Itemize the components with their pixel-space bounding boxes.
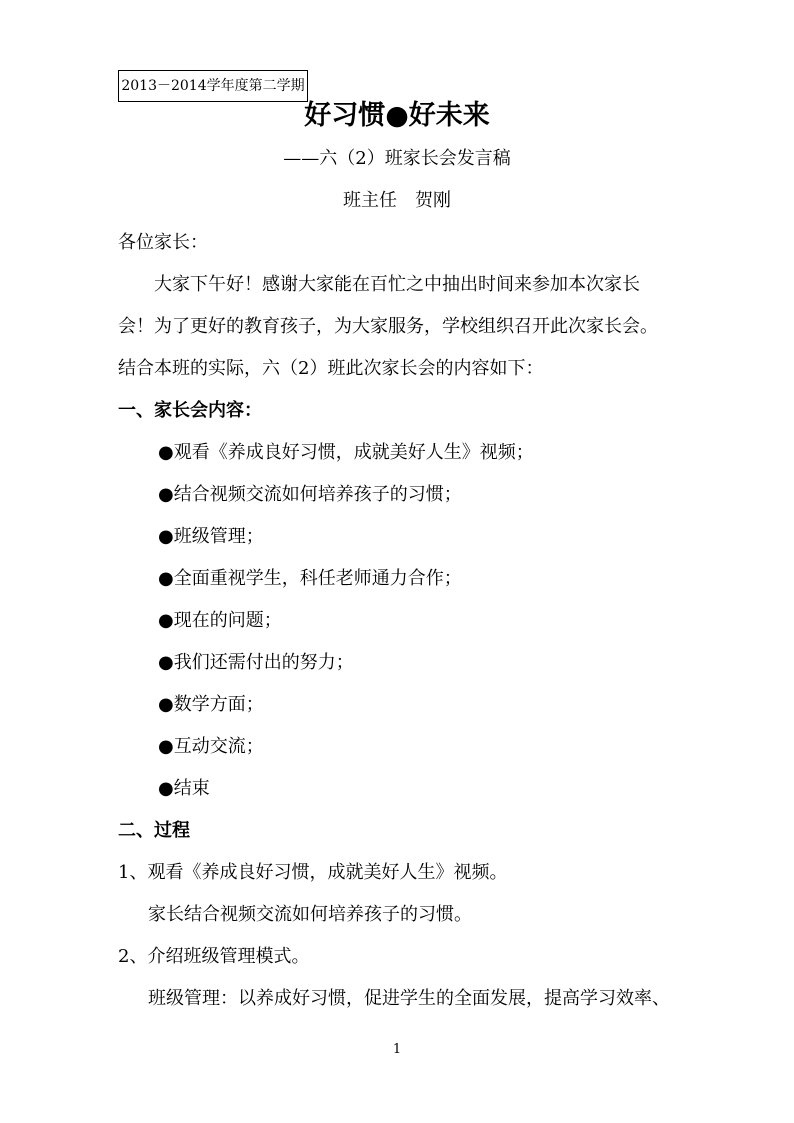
greeting: 各位家长： bbox=[118, 232, 208, 253]
intro-line: 结合本班的实际，六（2）班此次家长会的内容如下： bbox=[118, 358, 544, 379]
document-subtitle: ——六（2）班家长会发言稿 bbox=[283, 148, 511, 169]
agenda-item: ●互动交流； bbox=[158, 736, 264, 757]
page-number: 1 bbox=[392, 1042, 402, 1057]
section-heading-process: 二、过程 bbox=[118, 820, 190, 841]
term-label-box: 2013－2014学年度第二学期 bbox=[118, 70, 308, 102]
agenda-item: ●全面重视学生，科任老师通力合作； bbox=[158, 568, 462, 589]
agenda-item: ●现在的问题； bbox=[158, 610, 282, 631]
teacher-byline: 班主任 贺刚 bbox=[343, 190, 451, 211]
agenda-item: ●结束 bbox=[158, 778, 210, 799]
agenda-item: ●数学方面； bbox=[158, 694, 264, 715]
process-step-detail: 家长结合视频交流如何培养孩子的习惯。 bbox=[148, 904, 472, 925]
process-step: 1、观看《养成良好习惯，成就美好人生》视频。 bbox=[118, 862, 508, 883]
document-title: 好习惯●好未来 bbox=[304, 100, 490, 131]
process-step-detail: 班级管理：以养成好习惯，促进学生的全面发展，提高学习效率、 bbox=[148, 988, 670, 1009]
agenda-item: ●结合视频交流如何培养孩子的习惯； bbox=[158, 484, 462, 505]
agenda-item: ●我们还需付出的努力； bbox=[158, 652, 354, 673]
section-heading-contents: 一、家长会内容： bbox=[118, 400, 262, 421]
agenda-item: ●班级管理； bbox=[158, 526, 264, 547]
intro-line: 大家下午好！感谢大家能在百忙之中抽出时间来参加本次家长 bbox=[154, 274, 640, 295]
process-step: 2、介绍班级管理模式。 bbox=[118, 946, 310, 967]
intro-line: 会！为了更好的教育孩子，为大家服务，学校组织召开此次家长会。 bbox=[118, 316, 658, 337]
agenda-item: ●观看《养成良好习惯，成就美好人生》视频； bbox=[158, 442, 534, 463]
